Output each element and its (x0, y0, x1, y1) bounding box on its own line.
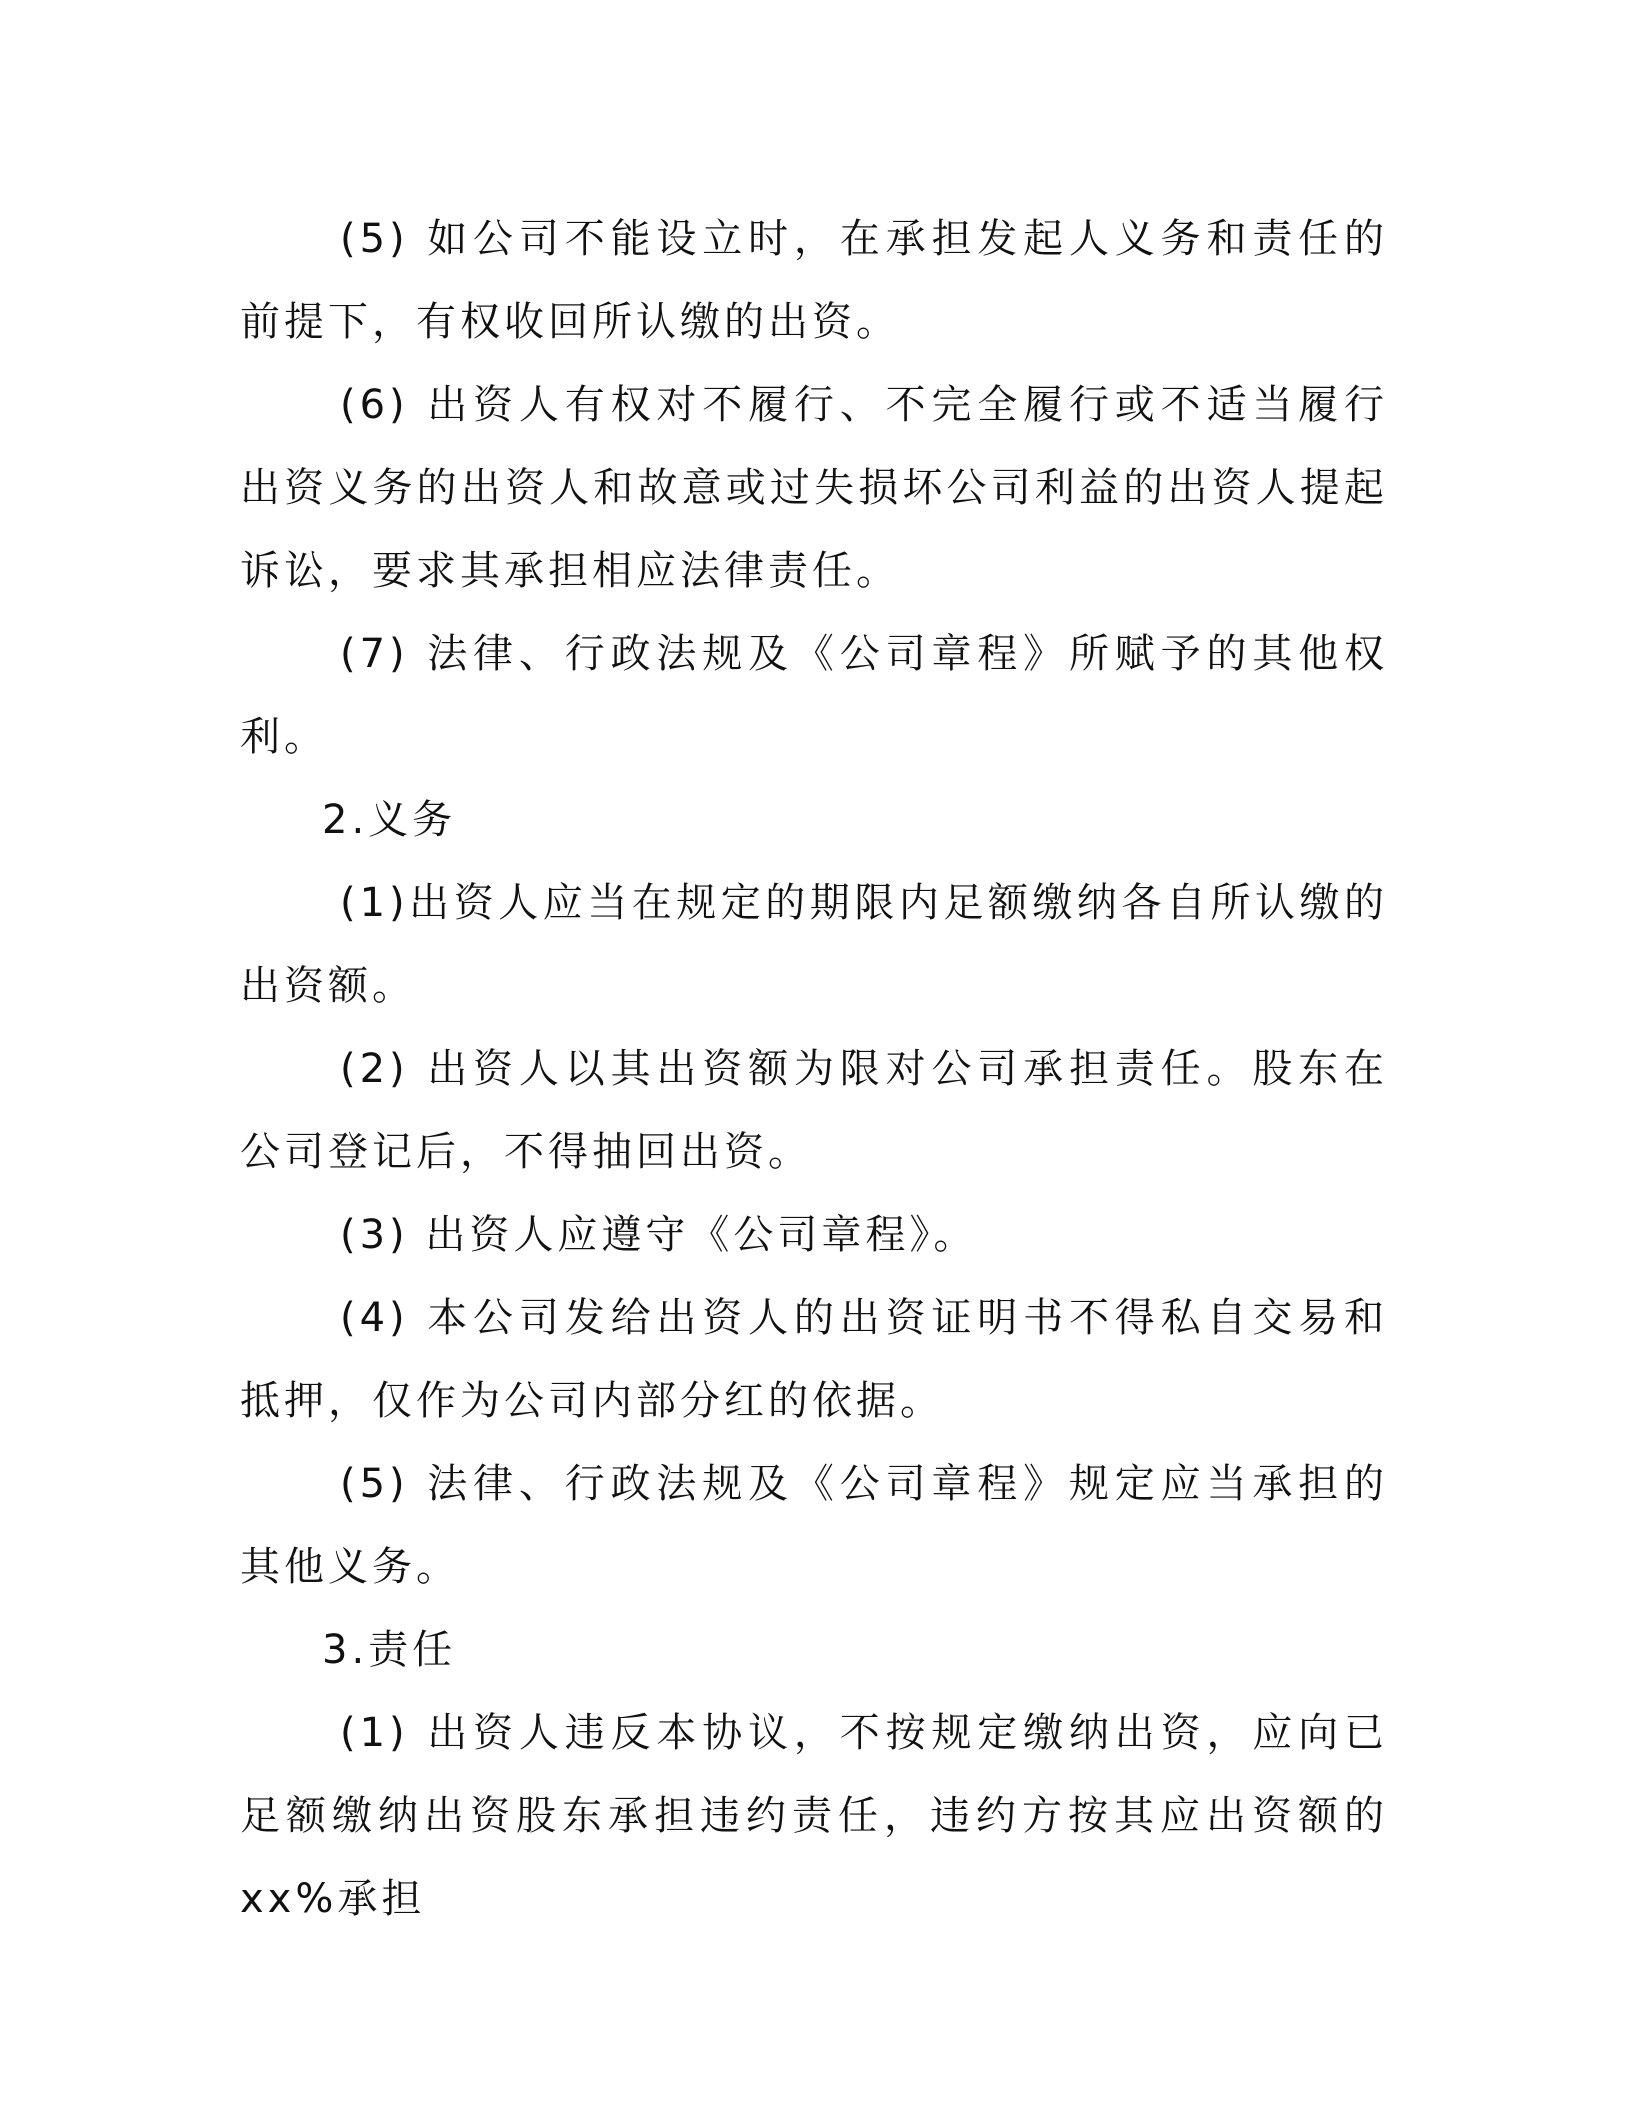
paragraph-duty-5: (5) 法律、行政法规及《公司章程》规定应当承担的其他义务。 (240, 1461, 1388, 1590)
document-body (240, 198, 1388, 1941)
paragraph-right-7: (7) 法律、行政法规及《公司章程》所赋予的其他权利。 (240, 631, 1388, 760)
paragraph-liability-1: (1) 出资人违反本协议，不按规定缴纳出资，应向已足额缴纳出资股东承担违约责任，违约方按其应出资额的 xx%承担 (240, 1710, 1388, 1922)
paragraph-duty-2: (2) 出资人以其出资额为限对公司承担责任。股东在公司登记后，不得抽回出资。 (240, 1046, 1388, 1175)
section-heading-duties: 2.义务 (322, 797, 457, 843)
section-heading-liability: 3.责任 (322, 1627, 457, 1673)
paragraph-duty-3: (3) 出资人应遵守《公司章程》。 (340, 1212, 978, 1258)
paragraph-right-5: (5) 如公司不能设立时，在承担发起人义务和责任的前提下，有权收回所认缴的出资。 (240, 216, 1388, 345)
paragraph-right-6: (6) 出资人有权对不履行、不完全履行或不适当履行出资义务的出资人和故意或过失损坏公司利益的出资人提起诉讼，要求其承担相应法律责任。 (240, 382, 1388, 594)
paragraph-duty-4: (4) 本公司发给出资人的出资证明书不得私自交易和抵押，仅作为公司内部分红的依据。 (240, 1295, 1388, 1424)
paragraph-duty-1: (1)出资人应当在规定的期限内足额缴纳各自所认缴的出资额。 (240, 880, 1388, 1009)
